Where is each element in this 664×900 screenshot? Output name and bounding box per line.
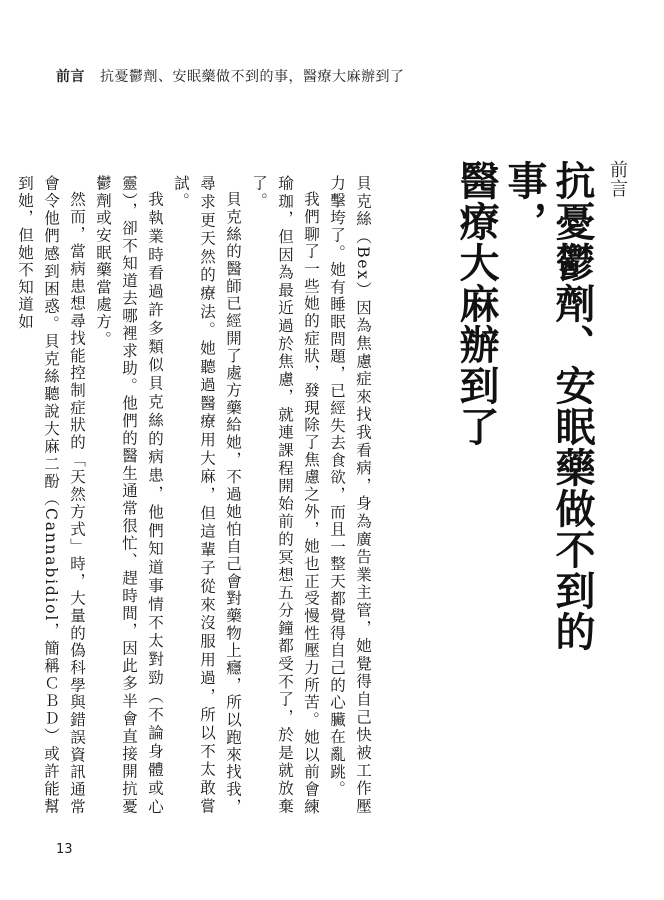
body-text bbox=[16, 175, 376, 815]
chapter-title-line-1: 抗憂鬱劑、安眠藥做不到的事， bbox=[501, 160, 595, 652]
page-number: 13 bbox=[56, 842, 73, 857]
chapter-label: 前言 bbox=[607, 160, 628, 198]
running-head bbox=[56, 66, 404, 86]
paragraph: 我們聊了一些她的症狀，發現除了焦慮之外，她也正受慢性壓力所苦。她以前會練瑜珈，但因為最近過於焦慮，就連課程開始前的冥想五分鐘都受不了，於是就放棄了。 bbox=[250, 175, 320, 815]
chapter-title-line-2: 醫療大麻辦到了 bbox=[453, 160, 499, 447]
running-head-label: 前言 bbox=[56, 69, 85, 85]
paragraph: 貝克絲的醫師已經開了處方藥給她，不過她怕自己會對藥物上癮，所以跑來找我，尋求更天然的療法。她聽過醫療用大麻，但這輩子從來沒服用過，所以不太敢嘗試。 bbox=[172, 175, 242, 815]
paragraph: 然而，當病患想尋找能控制症狀的「天然方式」時，大量的偽科學與錯誤資訊通常會令他們感到困惑。貝克絲聽說大麻二酚（Cannabidiol，簡稱ＣＢＤ）或許能幫到她，但她不知道如 bbox=[16, 175, 86, 815]
paragraph: 貝克絲（Bex）因為焦慮症來找我看病，身為廣告業主管，她覺得自己快被工作壓力擊垮了。她有睡眠問題，已經失去食欲，而且一整天都覺得自己的心臟在亂跳。 bbox=[328, 175, 372, 815]
chapter-heading bbox=[452, 160, 630, 720]
running-head-title: 抗憂鬱劑、安眠藥做不到的事，醫療大麻辦到了 bbox=[99, 69, 405, 85]
paragraph: 我執業時看過許多類似貝克絲的病患，他們知道事情不太對勁（不論身體或心靈），卻不知道去哪裡求助。他們的醫生通常很忙、趕時間，因此多半會直接開抗憂鬱劑或安眠藥當處方。 bbox=[94, 175, 164, 815]
